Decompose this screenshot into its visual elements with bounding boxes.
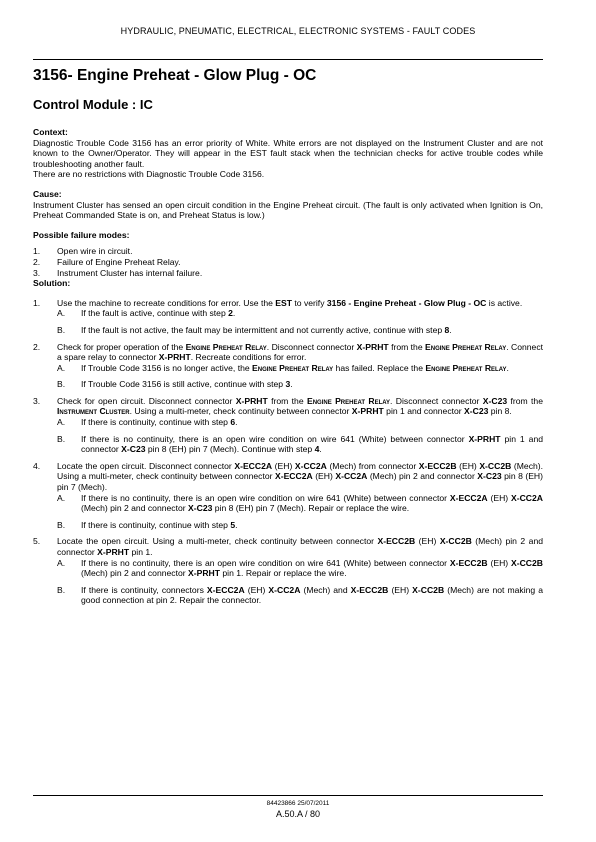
solution-step-4a: A. If there is no continuity, there is an open wire condition on wire 641 (White) between connector X-ECC2A (EH) X-CC2A (Mech) pin 2 and connector X-C23 pin 8 (EH) pin 7 (Mech). Repair or replace the wire.	[57, 492, 543, 514]
cause-heading: Cause:	[33, 188, 62, 199]
failure-modes-list	[33, 246, 543, 278]
solution-step-2: 2. Check for proper operation of the Engine Preheat Relay. Disconnect connector X-PRHT from the Engine Preheat Relay. Connect a spare relay to connector X-PRHT. Recreate conditions for error.	[33, 341, 544, 363]
running-header: HYDRAULIC, PNEUMATIC, ELECTRICAL, ELECTRONIC SYSTEMS - FAULT CODES	[120, 26, 476, 36]
context-restrictions: There are no restrictions with Diagnostic Trouble Code 3156.	[33, 169, 265, 180]
solution-step-5: 5. Locate the open circuit. Using a multi-meter, check continuity between connector X-ECC2B (EH) X-CC2B (Mech) pin 2 and connector X-PRHT pin 1.	[33, 536, 544, 557]
header-rule	[33, 59, 543, 60]
solution-step-4: 4. Locate the open circuit. Disconnect connector X-ECC2A (EH) X-CC2A (Mech) from connector X-ECC2B (EH) X-CC2B (Mech). Using a multi-meter, check continuity between connector X-ECC2A (EH) X-CC2A (Mech) pin 2 and connector X-C23 pin 8 (EH) pin 7 (Mech).	[33, 460, 544, 493]
control-module-heading: Control Module : IC	[33, 97, 153, 112]
failure-modes-heading: Possible failure modes:	[33, 229, 130, 240]
document-body	[33, 127, 543, 606]
page-title: 3156- Engine Preheat - Glow Plug - OC	[33, 67, 317, 84]
solution-step-5a: A. If there is no continuity, there is an open wire condition on wire 641 (White) between connector X-ECC2B (EH) X-CC2B (Mech) pin 2 and connector X-PRHT pin 1. Repair or replace the wire.	[57, 557, 543, 579]
solution-step-3a: A. If there is continuity, continue with step 6.	[57, 417, 238, 428]
list-item: 2. Failure of Engine Preheat Relay.	[33, 256, 181, 267]
solution-step-5b: B. If there is continuity, connectors X-ECC2A (EH) X-CC2A (Mech) and X-ECC2B (EH) X-CC2B (Mech) are not making a good connection at pin 2. Repair the connector.	[57, 584, 543, 606]
footer-rule	[33, 795, 543, 796]
cause-paragraph: Instrument Cluster has sensed an open circuit condition in the Engine Preheat circuit. (The fault is only activated when Ignition is On, Preheat Commanded State is on, and Preheat Status is low.)	[33, 199, 543, 221]
solution-step-2a: A. If Trouble Code 3156 is no longer active, the Engine Preheat Relay has failed. Replace the Engine Preheat Relay.	[57, 362, 509, 373]
context-heading: Context:	[33, 127, 68, 137]
footer-doc-id: 84423866 25/07/2011	[266, 800, 330, 807]
list-item: 1. Open wire in circuit.	[33, 246, 133, 257]
solution-step-1b: B. If the fault is not active, the fault may be intermittent and not currently active, continue with step 8.	[57, 324, 452, 335]
solution-step-4b: B. If there is continuity, continue with step 5.	[57, 519, 238, 530]
footer-page-number: A.50.A / 80	[275, 809, 321, 819]
list-item: 3. Instrument Cluster has internal failure.	[33, 267, 203, 278]
solution-step-3: 3. Check for open circuit. Disconnect connector X-PRHT from the Engine Preheat Relay. Disconnect connector X-C23 from the Instrument Cluster. Using a multi-meter, check continuity between connector X-PRHT pin 1 and connector X-C23 pin 8.	[33, 395, 543, 417]
solution-step-3b: B. If there is no continuity, there is an open wire condition on wire 641 (White) between connector X-PRHT pin 1 and connector X-C23 pin 8 (EH) pin 7 (Mech). Continue with step 4.	[57, 433, 544, 455]
solution-heading: Solution:	[33, 278, 71, 289]
solution-step-2b: B. If Trouble Code 3156 is still active, continue with step 3.	[57, 379, 293, 390]
solution-step-1: 1. Use the machine to recreate conditions for error. Use the EST to verify 3156 - Engine Preheat - Glow Plug - OC is active.	[33, 297, 523, 308]
context-paragraph: Diagnostic Trouble Code 3156 has an error priority of White. White errors are not displayed on the Instrument Cluster and are not known to the Owner/Operator. They will appear in the EST fault stack when the technician checks for active trouble codes while troubleshooting another fault.	[33, 137, 543, 169]
solution-step-1a: A. If the fault is active, continue with step 2.	[57, 308, 236, 319]
